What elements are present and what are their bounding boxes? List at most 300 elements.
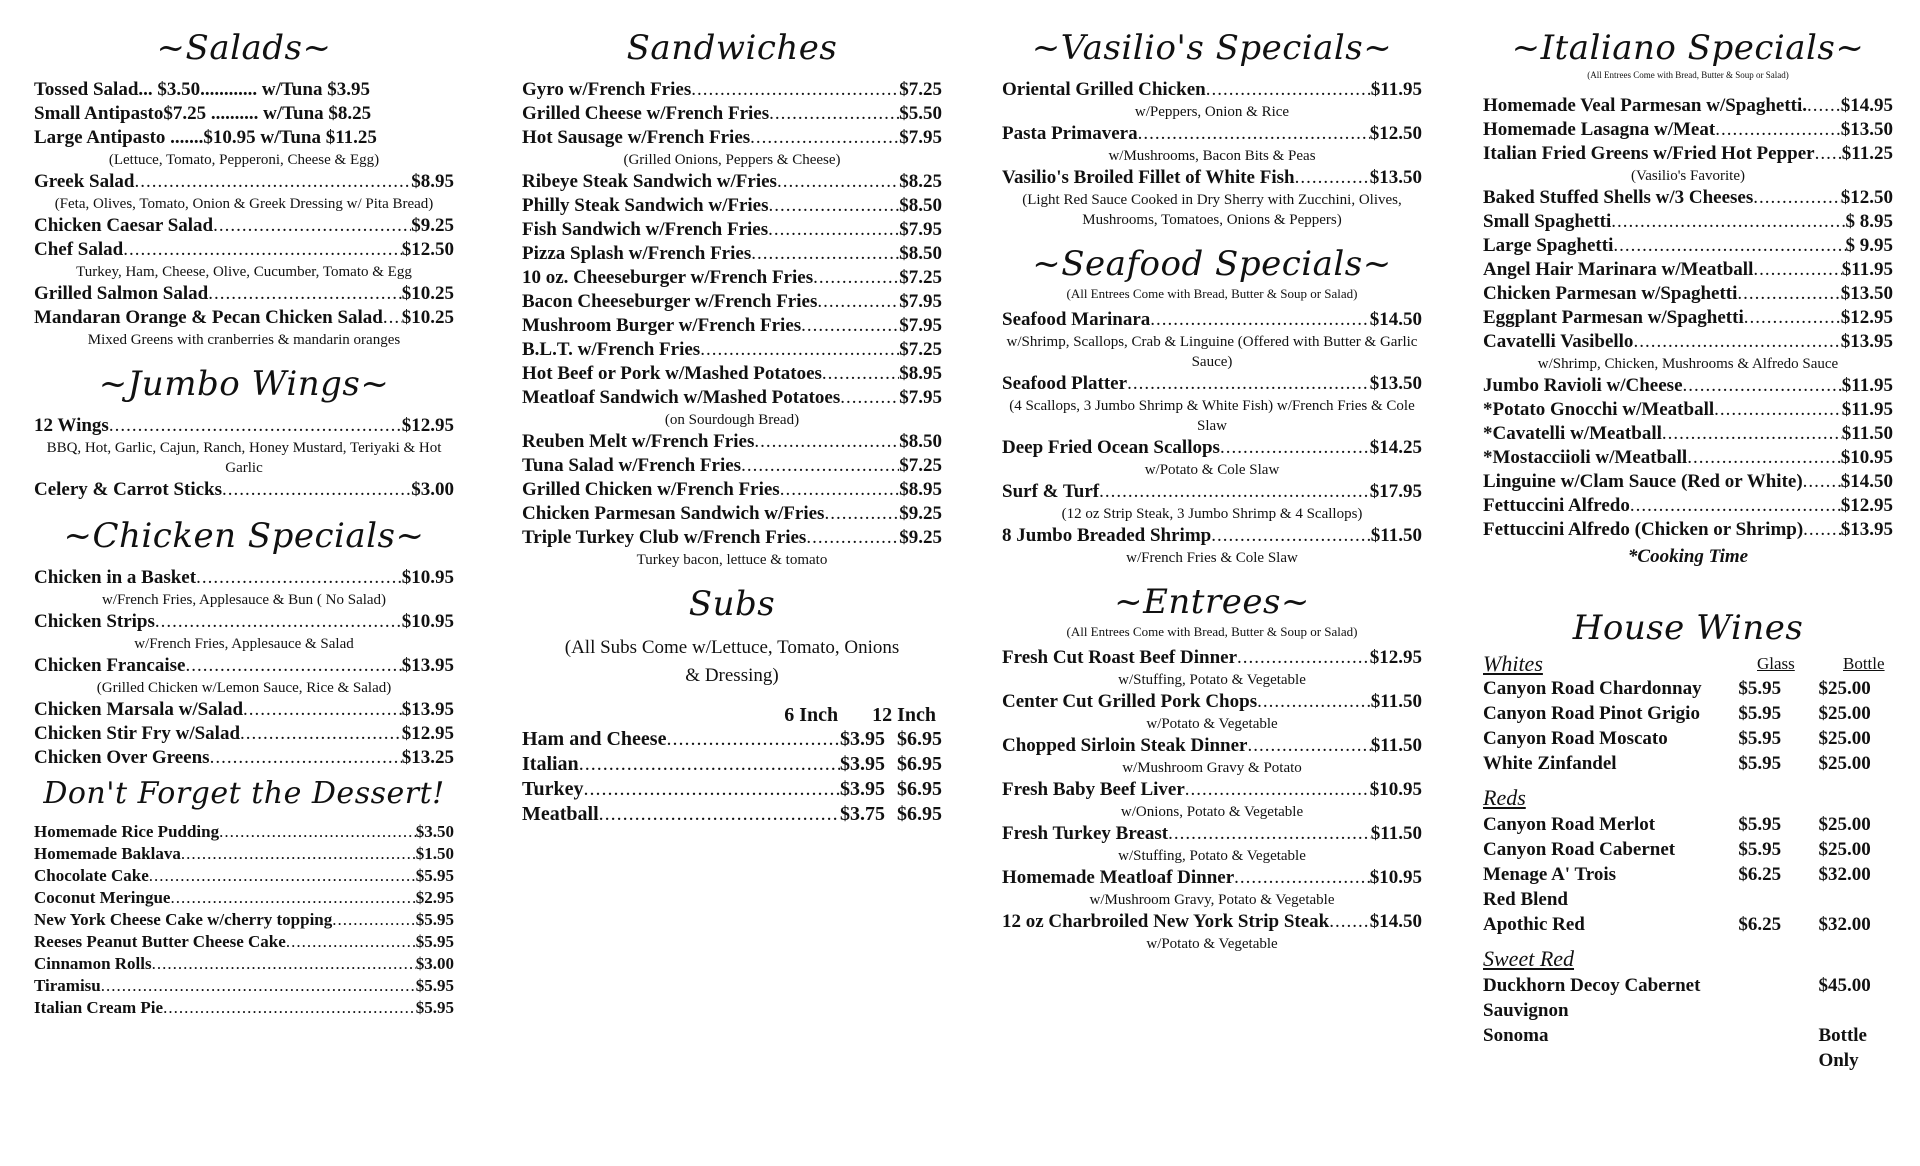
dot-leader [1127, 372, 1370, 396]
item-note: w/French Fries, Applesauce & Salad [134, 636, 354, 652]
menu-item [34, 282, 454, 306]
dot-leader [754, 430, 899, 454]
dot-leader [101, 975, 416, 997]
menu-item [34, 306, 454, 330]
item-note: (Feta, Olives, Tomato, Onion & Greek Dressing w/ Pita Bread) [54, 196, 434, 212]
item-price: $11.50 [1370, 691, 1422, 712]
item-price: $5.95 [415, 866, 454, 885]
item-price: $13.25 [401, 747, 454, 768]
item-name: Homemade Lasagna w/Meat [1483, 119, 1716, 140]
dot-leader [286, 931, 416, 953]
dot-leader [769, 194, 900, 218]
item-name: Large Antipasto .......$10.95 w/Tuna $11.25 [34, 127, 377, 148]
menu-item [34, 78, 454, 102]
item-price: $11.95 [1370, 79, 1422, 100]
menu-item [1483, 186, 1893, 210]
column-2 [522, 28, 942, 827]
item-price: $13.95 [401, 655, 454, 676]
wine-item [1483, 701, 1893, 726]
wine-item [1483, 726, 1893, 751]
dot-leader [1714, 398, 1842, 422]
item-name: 10 oz. Cheeseburger w/French Fries [522, 267, 814, 288]
dot-leader [134, 170, 411, 194]
menu-item [1483, 330, 1893, 354]
item-price: $12.50 [1840, 187, 1893, 208]
menu-item [34, 887, 454, 909]
item-name: Mushroom Burger w/French Fries [522, 315, 802, 336]
menu-item [522, 314, 942, 338]
dot-leader [768, 218, 899, 242]
wine-bottle-price: $25.00 [1818, 703, 1871, 724]
sub-price-12: $6.95 [897, 728, 942, 750]
wine-bottle-price [1818, 887, 1893, 912]
wine-glass-price: $5.95 [1738, 703, 1782, 724]
dot-leader [1099, 480, 1370, 504]
wine-bottle-price: $25.00 [1818, 753, 1871, 774]
menu-item [1002, 78, 1422, 102]
chicken-title: ~Chicken Specials~ [63, 516, 425, 556]
wine-item [1483, 1023, 1893, 1073]
menu-item [1002, 122, 1422, 146]
item-price: $5.95 [415, 910, 454, 929]
item-name: Fresh Cut Roast Beef Dinner [1002, 647, 1238, 668]
wine-glass-price [1738, 1023, 1818, 1073]
dot-leader [599, 802, 840, 827]
vasilio-title: ~Vasilio's Specials~ [1031, 28, 1393, 68]
item-note: w/Potato & Cole Slaw [1144, 462, 1280, 478]
dessert-list [34, 821, 454, 1019]
cooking-time-note: *Cooking Time [1627, 546, 1749, 567]
item-name: Reuben Melt w/French Fries [522, 431, 755, 452]
dot-leader [123, 238, 402, 262]
subs-size-header [522, 704, 942, 727]
item-name: Hot Sausage w/French Fries [522, 127, 751, 148]
dot-leader [1715, 118, 1841, 142]
menu-item [522, 102, 942, 126]
seafood-list [1002, 308, 1422, 568]
wine-item [1483, 887, 1893, 912]
menu-item [1002, 436, 1422, 460]
item-name: Chicken Marsala w/Salad [34, 699, 244, 720]
item-price: $8.50 [899, 243, 942, 264]
item-note: w/Potato & Vegetable [1146, 936, 1278, 952]
dot-leader [1753, 258, 1841, 282]
item-price: $13.95 [401, 699, 454, 720]
wine-item [1483, 862, 1893, 887]
item-name: Ribeye Steak Sandwich w/Fries [522, 171, 777, 192]
subs-list [522, 727, 942, 827]
item-name: Seafood Marinara [1002, 309, 1151, 330]
menu-item [34, 821, 454, 843]
dot-leader [1247, 734, 1370, 758]
item-name: Triple Turkey Club w/French Fries [522, 527, 807, 548]
menu-item [522, 242, 942, 266]
sub-price-12: $6.95 [897, 753, 942, 775]
item-price: $10.25 [401, 307, 454, 328]
wine-name: Menage A' Trois [1483, 864, 1616, 885]
item-note: (4 Scallops, 3 Jumbo Shrimp & White Fish) w/French Fries & Cole Slaw [1009, 398, 1415, 434]
item-name: Seafood Platter [1002, 373, 1128, 394]
dot-leader [1168, 822, 1371, 846]
menu-item [34, 214, 454, 238]
menu-item [1002, 822, 1422, 846]
item-name: Grilled Cheese w/French Fries [522, 103, 770, 124]
dot-leader [777, 170, 899, 194]
dot-leader [751, 242, 899, 266]
wine-glass-price: $5.95 [1738, 839, 1782, 860]
item-name: Fish Sandwich w/French Fries [522, 219, 769, 240]
menu-item [522, 290, 942, 314]
item-name: Oriental Grilled Chicken [1002, 79, 1206, 100]
dot-leader [196, 566, 402, 590]
item-note: Turkey bacon, lettuce & tomato [636, 552, 828, 568]
item-name: Celery & Carrot Sticks [34, 479, 223, 500]
reds-list [1483, 812, 1893, 937]
menu-item [1483, 282, 1893, 306]
wine-bottle-price: $25.00 [1818, 839, 1871, 860]
item-name: Chicken Caesar Salad [34, 215, 214, 236]
menu-item [522, 170, 942, 194]
wine-glass-price: $5.95 [1738, 753, 1782, 774]
item-price: $13.95 [1840, 331, 1893, 352]
item-name: Chopped Sirloin Steak Dinner [1002, 735, 1248, 756]
dot-leader [1220, 436, 1370, 460]
menu-item [1483, 398, 1893, 422]
subs-12-inch-label: 12 Inch [872, 704, 936, 726]
menu-item [522, 478, 942, 502]
item-price: $8.95 [411, 171, 454, 192]
wine-name: Canyon Road Pinot Grigio [1483, 703, 1700, 724]
wine-bottle-price: Bottle Only [1818, 1025, 1867, 1071]
item-note: w/Mushrooms, Bacon Bits & Peas [1108, 148, 1316, 164]
item-price: $13.50 [1840, 283, 1893, 304]
menu-item [522, 362, 942, 386]
wine-glass-price: $6.25 [1738, 864, 1782, 885]
item-price: $14.50 [1369, 309, 1422, 330]
menu-item [34, 610, 454, 634]
dot-leader [666, 727, 840, 752]
wine-name: Canyon Road Cabernet [1483, 839, 1676, 860]
item-name: Baked Stuffed Shells w/3 Cheeses [1483, 187, 1754, 208]
sandwiches-list [522, 78, 942, 570]
item-price: $14.50 [1369, 911, 1422, 932]
item-name: Chicken Francaise [34, 655, 186, 676]
item-name: Meatloaf Sandwich w/Mashed Potatoes [522, 387, 841, 408]
item-name: Grilled Chicken w/French Fries [522, 479, 780, 500]
dot-leader [1803, 470, 1841, 494]
item-name: Tiramisu [34, 976, 101, 995]
dot-leader [824, 502, 899, 526]
entrees-note: (All Entrees Come with Bread, Butter & Soup or Salad) [1066, 624, 1358, 639]
menu-item [522, 386, 942, 410]
sandwiches-title: Sandwiches [626, 28, 838, 68]
menu-item [522, 194, 942, 218]
item-name: Pasta Primavera [1002, 123, 1138, 144]
salads-list [34, 78, 454, 350]
item-price: $11.50 [1841, 423, 1893, 444]
item-note: w/French Fries, Applesauce & Bun ( No Salad) [101, 592, 387, 608]
menu-item [34, 865, 454, 887]
wine-bottle-price: $25.00 [1818, 728, 1871, 749]
dessert-title: Don't Forget the Dessert! [43, 776, 445, 811]
dot-leader [1211, 524, 1371, 548]
item-name: Chicken Parmesan w/Spaghetti [1483, 283, 1738, 304]
dot-leader [584, 777, 840, 802]
menu-item [1483, 446, 1893, 470]
dot-leader [1150, 308, 1369, 332]
menu-item [1002, 778, 1422, 802]
dot-leader [170, 887, 415, 909]
item-name: Angel Hair Marinara w/Meatball [1483, 259, 1754, 280]
dot-leader [383, 306, 402, 330]
sweet-list [1483, 973, 1893, 1073]
dot-leader [741, 454, 899, 478]
item-name: Philly Steak Sandwich w/Fries [522, 195, 769, 216]
item-name: Cinnamon Rolls [34, 954, 152, 973]
subs-note: (All Subs Come w/Lettuce, Tomato, Onions & Dressing) [564, 637, 900, 686]
wings-title: ~Jumbo Wings~ [98, 364, 390, 404]
menu-item [522, 526, 942, 550]
item-price: $14.25 [1369, 437, 1422, 458]
sub-name: Italian [522, 753, 579, 775]
wine-glass-price [1738, 973, 1818, 1023]
wine-bottle-price: $45.00 [1818, 975, 1871, 996]
item-price: $3.50 [415, 822, 454, 841]
item-name: *Potato Gnocchi w/Meatball [1483, 399, 1715, 420]
sub-price-6: $3.95 [840, 728, 885, 750]
item-note: w/Shrimp, Chicken, Mushrooms & Alfredo Sauce [1537, 356, 1839, 372]
dot-leader [219, 821, 416, 843]
item-price: $7.25 [899, 79, 942, 100]
glass-label: Glass [1757, 654, 1795, 673]
menu-item [1483, 374, 1893, 398]
dot-leader [152, 953, 416, 975]
item-price: $11.95 [1841, 259, 1893, 280]
item-price: $11.95 [1841, 375, 1893, 396]
menu-item [34, 698, 454, 722]
item-price: $12.95 [401, 415, 454, 436]
item-name: Italian Cream Pie [34, 998, 164, 1017]
item-name: B.L.T. w/French Fries [522, 339, 701, 360]
item-note: (on Sourdough Bread) [664, 412, 800, 428]
item-price: $8.95 [899, 479, 942, 500]
menu-item [1483, 494, 1893, 518]
sub-item [522, 777, 942, 802]
item-name: Chef Salad [34, 239, 124, 260]
item-note: w/Stuffing, Potato & Vegetable [1118, 672, 1306, 688]
menu-item [522, 502, 942, 526]
item-price: $5.50 [899, 103, 942, 124]
menu-item [1002, 734, 1422, 758]
item-name: Chicken Strips [34, 611, 155, 632]
item-price: $7.95 [899, 291, 942, 312]
dot-leader [222, 478, 411, 502]
item-price: $7.95 [899, 127, 942, 148]
entrees-title: ~Entrees~ [1114, 582, 1310, 622]
item-note: Turkey, Ham, Cheese, Olive, Cucumber, Tomato & Egg [76, 264, 412, 280]
item-price: $3.00 [411, 479, 454, 500]
item-price: $5.95 [415, 932, 454, 951]
dot-leader [1683, 374, 1842, 398]
sub-price-12: $6.95 [897, 778, 942, 800]
item-price: $9.25 [899, 503, 942, 524]
item-name: Chicken Stir Fry w/Salad [34, 723, 241, 744]
dot-leader [181, 843, 416, 865]
item-price: $12.95 [1840, 307, 1893, 328]
item-price: $ 9.95 [1845, 235, 1893, 256]
wine-item [1483, 812, 1893, 837]
item-name: 8 Jumbo Breaded Shrimp [1002, 525, 1212, 546]
dot-leader [1803, 518, 1841, 542]
item-name: *Cavatelli w/Meatball [1483, 423, 1662, 444]
item-note: w/Stuffing, Potato & Vegetable [1118, 848, 1306, 864]
item-name: Chicken Parmesan Sandwich w/Fries [522, 503, 825, 524]
menu-item [1483, 306, 1893, 330]
item-price: $12.95 [401, 723, 454, 744]
item-price: $12.95 [1369, 647, 1422, 668]
item-name: Center Cut Grilled Pork Chops [1002, 691, 1258, 712]
item-name: Pizza Splash w/French Fries [522, 243, 752, 264]
item-note: (12 oz Strip Steak, 3 Jumbo Shrimp & 4 Scallops) [1061, 506, 1363, 522]
wine-name: Canyon Road Chardonnay [1483, 678, 1702, 699]
menu-item [1002, 646, 1422, 670]
item-price: $11.95 [1841, 399, 1893, 420]
bottle-label: Bottle [1843, 654, 1885, 673]
item-name: Bacon Cheeseburger w/French Fries [522, 291, 818, 312]
item-price: $17.95 [1369, 481, 1422, 502]
dot-leader [155, 610, 402, 634]
menu-item [1483, 210, 1893, 234]
sub-price-6: $3.95 [840, 778, 885, 800]
item-price: $10.95 [401, 611, 454, 632]
item-name: New York Cheese Cake w/cherry topping [34, 910, 333, 929]
dot-leader [1630, 494, 1841, 518]
sweet-red-label: Sweet Red [1483, 946, 1575, 971]
dot-leader [163, 997, 416, 1019]
dot-leader [1753, 186, 1841, 210]
item-price: $11.25 [1841, 143, 1893, 164]
seafood-title: ~Seafood Specials~ [1032, 244, 1392, 284]
seafood-note: (All Entrees Come with Bread, Butter & Soup or Salad) [1066, 286, 1358, 301]
dot-leader [213, 214, 411, 238]
wine-name: Red Blend [1483, 889, 1568, 910]
menu-item [1002, 372, 1422, 396]
wine-item [1483, 837, 1893, 862]
dot-leader [691, 78, 899, 102]
sub-price-6: $3.75 [840, 803, 885, 825]
wine-bottle-price: $32.00 [1818, 914, 1871, 935]
item-price: $9.25 [899, 527, 942, 548]
menu-item [522, 78, 942, 102]
wine-name: Apothic Red [1483, 914, 1585, 935]
column-3 [1002, 28, 1422, 954]
menu-item [34, 566, 454, 590]
menu-item [1002, 308, 1422, 332]
italiano-title: ~Italiano Specials~ [1511, 28, 1865, 68]
menu-item [522, 126, 942, 150]
dot-leader [1611, 210, 1845, 234]
item-note: w/Mushroom Gravy, Potato & Vegetable [1089, 892, 1335, 908]
dot-leader [240, 722, 402, 746]
sub-item [522, 727, 942, 752]
item-note: w/French Fries & Cole Slaw [1126, 550, 1298, 566]
item-name: *Mostacciioli w/Meatball [1483, 447, 1688, 468]
dot-leader [1662, 422, 1842, 446]
dot-leader [1744, 306, 1841, 330]
reds-label: Reds [1483, 785, 1526, 810]
item-price: $7.95 [899, 387, 942, 408]
item-name: Fresh Baby Beef Liver [1002, 779, 1185, 800]
dot-leader [1237, 646, 1370, 670]
dot-leader [700, 338, 899, 362]
menu-item [1483, 470, 1893, 494]
menu-item [34, 931, 454, 953]
menu-item [1002, 910, 1422, 934]
wine-name: White Zinfandel [1483, 753, 1617, 774]
item-name: Deep Fried Ocean Scallops [1002, 437, 1220, 458]
menu-item [522, 338, 942, 362]
sub-price-12: $6.95 [897, 803, 942, 825]
sub-item [522, 752, 942, 777]
chicken-list [34, 566, 454, 770]
wine-item [1483, 912, 1893, 937]
subs-title: Subs [688, 584, 776, 624]
item-price: $5.95 [415, 998, 454, 1017]
wine-name: Sonoma [1483, 1025, 1549, 1046]
item-price: $14.50 [1840, 471, 1893, 492]
item-note: w/Onions, Potato & Vegetable [1120, 804, 1304, 820]
item-name: Homemade Veal Parmesan w/Spaghetti. [1483, 95, 1808, 116]
item-note: BBQ, Hot, Garlic, Cajun, Ranch, Honey Mustard, Teriyaki & Hot Garlic [46, 440, 442, 476]
menu-item [1483, 258, 1893, 282]
item-price: $7.25 [899, 267, 942, 288]
menu-item [522, 454, 942, 478]
dot-leader [208, 282, 402, 306]
sub-name: Turkey [522, 778, 584, 800]
item-price: $7.95 [899, 315, 942, 336]
salads-title: ~Salads~ [156, 28, 332, 68]
wine-item [1483, 973, 1893, 1023]
menu-item [1002, 866, 1422, 890]
item-name: Reeses Peanut Butter Cheese Cake [34, 932, 286, 951]
dot-leader [1138, 122, 1370, 146]
wine-glass-price: $5.95 [1738, 678, 1782, 699]
wine-glass-price: $5.95 [1738, 728, 1782, 749]
item-name: Vasilio's Broiled Fillet of White Fish [1002, 167, 1295, 188]
dot-leader [840, 386, 899, 410]
dot-leader [185, 654, 401, 678]
item-name: Large Spaghetti [1483, 235, 1614, 256]
wine-header [1483, 652, 1893, 676]
column-4 [1483, 28, 1893, 1073]
wings-list [34, 414, 454, 502]
menu-item [522, 218, 942, 242]
item-price: $10.95 [401, 567, 454, 588]
wine-item [1483, 751, 1893, 776]
entrees-list [1002, 646, 1422, 954]
item-price: $7.25 [899, 339, 942, 360]
whites-label: Whites [1483, 651, 1543, 676]
item-name: Small Spaghetti [1483, 211, 1612, 232]
dot-leader [243, 698, 402, 722]
item-name: Fettuccini Alfredo (Chicken or Shrimp) [1483, 519, 1804, 540]
menu-item [34, 722, 454, 746]
dot-leader [1687, 446, 1841, 470]
menu-item [34, 238, 454, 262]
item-note: (Grilled Onions, Peppers & Cheese) [623, 152, 841, 168]
menu-item [34, 478, 454, 502]
item-name: Homemade Rice Pudding [34, 822, 220, 841]
